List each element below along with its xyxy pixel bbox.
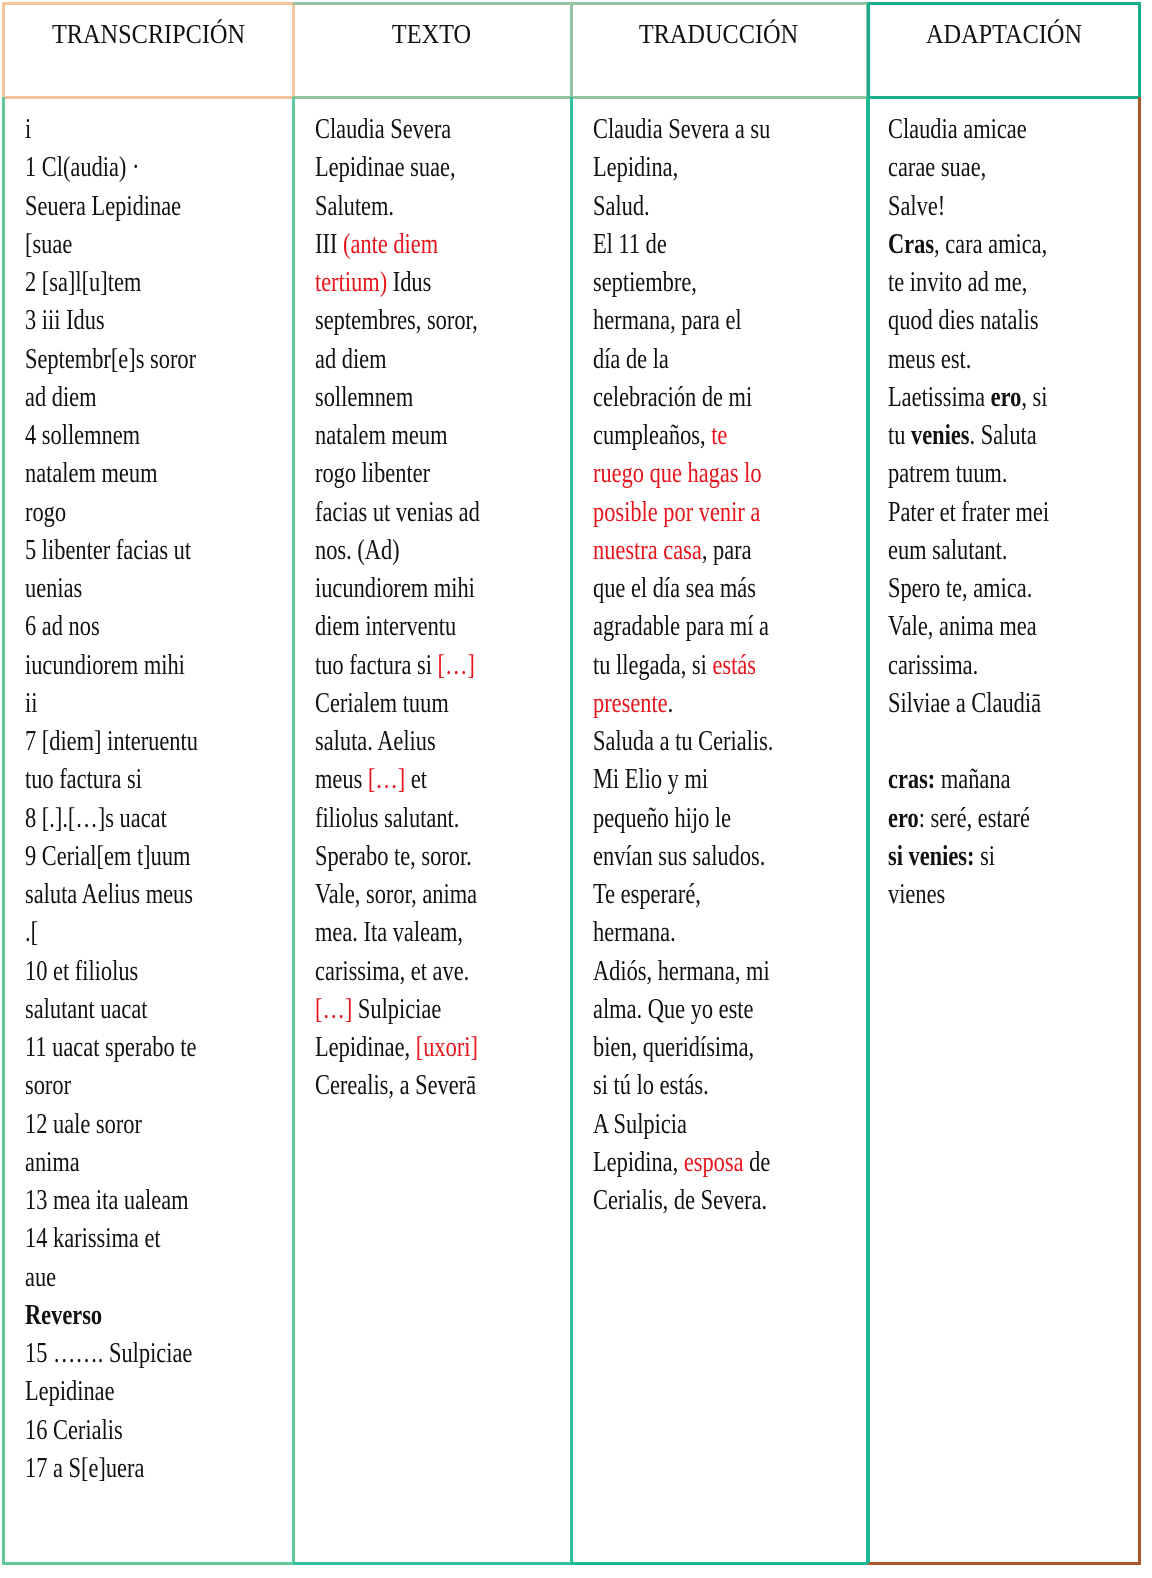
text-line bbox=[888, 647, 1141, 685]
header-label: TRADUCCIÓN bbox=[638, 19, 799, 49]
text-segment: Cerialis, de Severa. bbox=[593, 1185, 768, 1216]
text-segment: 2 [sa]l[u]tem bbox=[25, 267, 142, 298]
text-segment: que el día sea más bbox=[593, 573, 756, 604]
bold-text: ero bbox=[990, 381, 1022, 413]
text-line bbox=[315, 570, 573, 608]
text-segment: Lepidina, bbox=[593, 152, 679, 184]
text-segment: tuo factura si bbox=[315, 649, 438, 681]
text-segment: Sperabo te, soror. bbox=[315, 840, 472, 872]
text-line bbox=[315, 914, 573, 952]
text-line bbox=[593, 226, 869, 264]
text-line bbox=[888, 379, 1141, 417]
text-line bbox=[593, 991, 869, 1029]
text-segment: filiolus salutant. bbox=[315, 802, 460, 834]
cell-transcripcion bbox=[2, 97, 295, 1565]
text-line bbox=[315, 226, 573, 264]
text-line bbox=[315, 188, 573, 226]
text-segment: Sulpiciae bbox=[352, 993, 442, 1025]
text-segment: Claudia Severa a su bbox=[593, 114, 771, 145]
text-line bbox=[888, 417, 1141, 455]
text-segment: 12 uale soror bbox=[25, 1108, 142, 1140]
text-line bbox=[888, 111, 1141, 149]
highlighted-text: (ante diem bbox=[342, 228, 439, 260]
text-line bbox=[888, 761, 1141, 799]
highlighted-text: […] bbox=[367, 764, 406, 796]
text-segment: 8 [.].[…]s uacat bbox=[25, 802, 167, 834]
text-line bbox=[593, 800, 869, 838]
text-segment: 17 a S[e]uera bbox=[25, 1452, 145, 1484]
highlighted-text: posible por venir a bbox=[593, 496, 761, 528]
text-segment: 13 mea ita ualeam bbox=[25, 1185, 189, 1216]
text-segment: septembres, soror, bbox=[315, 305, 478, 337]
text-line bbox=[888, 570, 1141, 608]
text-line bbox=[25, 608, 295, 646]
text-segment: tuo factura si bbox=[25, 764, 142, 796]
text-segment: septiembre, bbox=[593, 267, 697, 298]
text-line bbox=[593, 914, 869, 952]
text-line bbox=[25, 570, 295, 608]
text-segment: Cerealis, a Severā bbox=[315, 1070, 477, 1102]
text-segment: ad diem bbox=[315, 343, 387, 375]
text-line bbox=[593, 302, 869, 340]
text-line bbox=[25, 685, 295, 723]
text-line bbox=[593, 264, 869, 302]
text-line bbox=[25, 379, 295, 417]
text-line bbox=[315, 111, 573, 149]
text-segment: A Sulpicia bbox=[593, 1108, 687, 1140]
text-line bbox=[888, 226, 1141, 264]
text-line bbox=[593, 761, 869, 799]
text-segment: iucundiorem mihi bbox=[25, 649, 185, 681]
text-line bbox=[593, 188, 869, 226]
text-segment: carissima, et ave. bbox=[315, 955, 470, 987]
text-segment: celebración de mi bbox=[593, 381, 753, 413]
text-line bbox=[593, 570, 869, 608]
text-line bbox=[593, 1144, 869, 1182]
text-line bbox=[593, 111, 869, 149]
text-segment: tu bbox=[888, 420, 912, 451]
text-segment: : seré, estaré bbox=[918, 802, 1030, 834]
text-line bbox=[593, 455, 869, 493]
text-line bbox=[593, 1182, 869, 1220]
text-line bbox=[315, 647, 573, 685]
text-segment: Vale, anima mea bbox=[888, 611, 1037, 643]
text-segment: 16 Cerialis bbox=[25, 1414, 123, 1446]
text-line bbox=[25, 455, 295, 493]
text-line bbox=[315, 953, 573, 991]
text-line bbox=[315, 149, 573, 187]
text-segment: III bbox=[315, 228, 343, 260]
cell-texto bbox=[293, 97, 573, 1565]
text-line bbox=[25, 226, 295, 264]
text-line bbox=[315, 494, 573, 532]
text-line bbox=[25, 417, 295, 455]
text-line bbox=[25, 532, 295, 570]
bold-text: Cras bbox=[888, 228, 935, 260]
text-line bbox=[888, 723, 1141, 761]
text-line bbox=[888, 341, 1141, 379]
text-segment: natalem meum bbox=[25, 458, 158, 490]
text-line bbox=[25, 1182, 295, 1220]
text-line bbox=[888, 264, 1141, 302]
text-segment: mañana bbox=[935, 764, 1011, 796]
text-line bbox=[25, 991, 295, 1029]
bold-text: si venies: bbox=[888, 840, 975, 872]
text-line bbox=[888, 455, 1141, 493]
text-segment: te invito ad me, bbox=[888, 267, 1028, 298]
text-segment: Te esperaré, bbox=[593, 879, 701, 910]
text-line bbox=[315, 838, 573, 876]
text-line bbox=[25, 761, 295, 799]
text-segment: Seuera Lepidinae bbox=[25, 190, 182, 222]
text-line bbox=[315, 341, 573, 379]
text-line bbox=[315, 876, 573, 914]
text-segment: ii bbox=[25, 687, 38, 719]
text-line bbox=[25, 914, 295, 952]
text-segment: bien, queridísima, bbox=[593, 1032, 755, 1063]
header-traduccion bbox=[571, 2, 869, 99]
text-segment: Idus bbox=[387, 267, 432, 298]
text-segment: si bbox=[974, 840, 996, 872]
text-segment: tu llegada, si bbox=[593, 649, 713, 681]
text-line bbox=[593, 647, 869, 685]
header-transcripcion bbox=[2, 2, 295, 99]
text-segment: Mi Elio y mi bbox=[593, 764, 709, 796]
text-line bbox=[25, 1335, 295, 1373]
text-segment: quod dies natalis bbox=[888, 305, 1039, 337]
text-segment: Vale, soror, anima bbox=[315, 879, 478, 910]
highlighted-text: […] bbox=[315, 993, 353, 1025]
text-segment: alma. Que yo este bbox=[593, 993, 754, 1025]
cell-text bbox=[25, 111, 295, 1488]
text-segment: mea. Ita valeam, bbox=[315, 917, 464, 949]
text-line bbox=[25, 1450, 295, 1488]
text-segment: Silviae a Claudiā bbox=[888, 687, 1042, 719]
text-segment: Lepidinae bbox=[25, 1376, 115, 1408]
text-segment: Cerialem tuum bbox=[315, 687, 449, 719]
text-line bbox=[593, 608, 869, 646]
text-segment: Adiós, hermana, mi bbox=[593, 955, 770, 987]
text-line bbox=[593, 379, 869, 417]
text-line bbox=[593, 341, 869, 379]
text-line bbox=[25, 876, 295, 914]
highlighted-text: ruego que hagas lo bbox=[593, 458, 762, 490]
text-line bbox=[315, 800, 573, 838]
text-segment: Salud. bbox=[593, 190, 650, 222]
text-segment: saluta. Aelius bbox=[315, 726, 436, 757]
text-line bbox=[888, 188, 1141, 226]
header-label: ADAPTACIÓN bbox=[925, 19, 1083, 49]
text-segment: hermana, para el bbox=[593, 305, 742, 337]
text-segment: nos. (Ad) bbox=[315, 534, 400, 566]
highlighted-text: esposa bbox=[683, 1146, 744, 1178]
text-line bbox=[25, 494, 295, 532]
text-line bbox=[888, 608, 1141, 646]
cell-text bbox=[593, 111, 869, 1220]
text-line bbox=[888, 800, 1141, 838]
text-segment: Claudia Severa bbox=[315, 114, 452, 145]
text-segment: 14 karissima et bbox=[25, 1223, 161, 1255]
text-line bbox=[315, 1029, 573, 1067]
text-segment: agradable para mí a bbox=[593, 611, 769, 643]
text-line bbox=[593, 685, 869, 723]
text-line bbox=[25, 111, 295, 149]
text-segment: carae suae, bbox=[888, 152, 987, 184]
header-label: TEXTO bbox=[391, 19, 472, 49]
text-line bbox=[25, 264, 295, 302]
text-segment: cumpleaños, bbox=[593, 420, 712, 451]
text-line bbox=[888, 302, 1141, 340]
text-line bbox=[315, 455, 573, 493]
text-line bbox=[315, 723, 573, 761]
text-line bbox=[315, 532, 573, 570]
text-line bbox=[25, 1373, 295, 1411]
text-segment: . bbox=[667, 687, 674, 719]
text-line bbox=[593, 532, 869, 570]
text-segment: Pater et frater mei bbox=[888, 496, 1050, 528]
text-line bbox=[25, 1106, 295, 1144]
text-segment: .[ bbox=[25, 917, 39, 949]
text-line bbox=[25, 188, 295, 226]
highlighted-text: nuestra casa bbox=[593, 534, 702, 566]
text-segment: 7 [diem] interuentu bbox=[25, 726, 198, 757]
text-segment: i bbox=[25, 114, 32, 145]
text-segment: , si bbox=[1021, 381, 1048, 413]
text-line bbox=[25, 149, 295, 187]
text-segment: soror bbox=[25, 1070, 72, 1102]
text-segment: [suae bbox=[25, 228, 73, 260]
text-segment: anima bbox=[25, 1146, 80, 1178]
text-segment: El 11 de bbox=[593, 228, 667, 260]
text-line bbox=[593, 1067, 869, 1105]
cell-traduccion bbox=[571, 97, 869, 1565]
text-line bbox=[25, 800, 295, 838]
text-line bbox=[593, 876, 869, 914]
text-segment: Salutem. bbox=[315, 190, 395, 222]
text-line bbox=[25, 1259, 295, 1297]
text-segment: patrem tuum. bbox=[888, 458, 1008, 490]
text-segment: 9 Cerial[em t]uum bbox=[25, 840, 191, 872]
text-segment: Septembr[e]s soror bbox=[25, 343, 197, 375]
text-line bbox=[25, 302, 295, 340]
text-segment: facias ut venias ad bbox=[315, 496, 480, 528]
text-line bbox=[315, 302, 573, 340]
text-line bbox=[315, 264, 573, 302]
highlighted-text: […] bbox=[437, 649, 475, 681]
text-segment: , cara amica, bbox=[934, 228, 1048, 260]
text-segment: si tú lo estás. bbox=[593, 1070, 709, 1102]
text-line bbox=[25, 838, 295, 876]
text-segment: Lepidinae suae, bbox=[315, 152, 456, 184]
text-segment: sollemnem bbox=[315, 381, 414, 413]
header-adaptacion bbox=[867, 2, 1141, 99]
text-segment: rogo bbox=[25, 496, 67, 528]
text-line bbox=[25, 1297, 295, 1335]
text-line bbox=[315, 608, 573, 646]
text-line bbox=[25, 341, 295, 379]
text-segment: saluta Aelius meus bbox=[25, 879, 193, 910]
text-segment: Claudia amicae bbox=[888, 114, 1027, 145]
text-segment: Salve! bbox=[888, 190, 946, 222]
header-texto bbox=[293, 2, 573, 99]
text-segment: 5 libenter facias ut bbox=[25, 534, 192, 566]
text-line bbox=[593, 494, 869, 532]
text-segment: envían sus saludos. bbox=[593, 840, 766, 872]
text-line bbox=[25, 647, 295, 685]
text-segment: de bbox=[743, 1146, 771, 1178]
text-line bbox=[888, 149, 1141, 187]
highlighted-text: presente bbox=[593, 687, 668, 719]
text-segment: Lepidina, bbox=[593, 1146, 684, 1178]
text-segment: Saluda a tu Cerialis. bbox=[593, 726, 774, 757]
cell-adaptacion bbox=[867, 97, 1141, 1565]
text-line bbox=[315, 761, 573, 799]
text-line bbox=[593, 838, 869, 876]
text-segment: rogo libenter bbox=[315, 458, 431, 490]
text-segment: uenias bbox=[25, 573, 83, 604]
text-segment: Lepidinae, bbox=[315, 1032, 416, 1063]
text-segment: . Saluta bbox=[969, 420, 1037, 451]
text-line bbox=[593, 1029, 869, 1067]
text-segment: vienes bbox=[888, 879, 946, 910]
text-segment: día de la bbox=[593, 343, 669, 375]
text-segment: eum salutant. bbox=[888, 534, 1008, 566]
text-segment: 15 ……. Sulpiciae bbox=[25, 1338, 193, 1369]
text-segment: Spero te, amica. bbox=[888, 573, 1033, 604]
cell-text bbox=[315, 111, 573, 1106]
text-line bbox=[593, 953, 869, 991]
text-segment: hermana. bbox=[593, 917, 676, 949]
text-line bbox=[25, 953, 295, 991]
text-segment: , para bbox=[701, 534, 752, 566]
text-line bbox=[25, 1144, 295, 1182]
cell-text bbox=[888, 111, 1141, 914]
text-segment: 4 sollemnem bbox=[25, 420, 141, 451]
text-line bbox=[25, 1067, 295, 1105]
text-segment: 10 et filiolus bbox=[25, 955, 139, 987]
text-segment: salutant uacat bbox=[25, 993, 148, 1025]
text-segment: aue bbox=[25, 1261, 57, 1293]
text-line bbox=[888, 838, 1141, 876]
text-segment: iucundiorem mihi bbox=[315, 573, 475, 604]
text-line bbox=[593, 149, 869, 187]
highlighted-text: tertium) bbox=[315, 267, 388, 298]
text-segment: meus bbox=[315, 764, 368, 796]
text-line bbox=[888, 494, 1141, 532]
text-line bbox=[888, 685, 1141, 723]
bold-text: venies bbox=[911, 420, 970, 451]
text-line bbox=[25, 723, 295, 761]
text-segment: et bbox=[405, 764, 427, 796]
text-segment: meus est. bbox=[888, 343, 972, 375]
text-line bbox=[593, 1106, 869, 1144]
text-line bbox=[315, 379, 573, 417]
text-segment: 11 uacat sperabo te bbox=[25, 1032, 197, 1063]
text-segment: diem interventu bbox=[315, 611, 457, 643]
text-line bbox=[888, 876, 1141, 914]
highlighted-text: estás bbox=[712, 649, 756, 681]
text-line bbox=[25, 1412, 295, 1450]
text-line bbox=[315, 685, 573, 723]
bold-text: Reverso bbox=[25, 1299, 103, 1331]
text-line bbox=[315, 1067, 573, 1105]
text-line bbox=[593, 723, 869, 761]
text-segment: 6 ad nos bbox=[25, 611, 100, 643]
header-label: TRANSCRIPCIÓN bbox=[51, 19, 246, 49]
text-segment: 1 Cl(audia) · bbox=[25, 152, 140, 184]
text-segment: ad diem bbox=[25, 381, 97, 413]
bold-text: cras: bbox=[888, 764, 936, 796]
text-segment: 3 iii Idus bbox=[25, 305, 105, 337]
text-line bbox=[25, 1029, 295, 1067]
text-segment: Laetissima bbox=[888, 381, 991, 413]
bold-text: ero bbox=[888, 802, 919, 834]
text-line bbox=[593, 417, 869, 455]
text-segment: pequeño hijo le bbox=[593, 802, 732, 834]
text-line bbox=[315, 417, 573, 455]
text-line bbox=[315, 991, 573, 1029]
highlighted-text: te bbox=[711, 420, 728, 451]
highlighted-text: [uxori] bbox=[415, 1032, 478, 1063]
text-segment: carissima. bbox=[888, 649, 979, 681]
text-line bbox=[25, 1220, 295, 1258]
text-segment: natalem meum bbox=[315, 420, 448, 451]
text-line bbox=[888, 532, 1141, 570]
